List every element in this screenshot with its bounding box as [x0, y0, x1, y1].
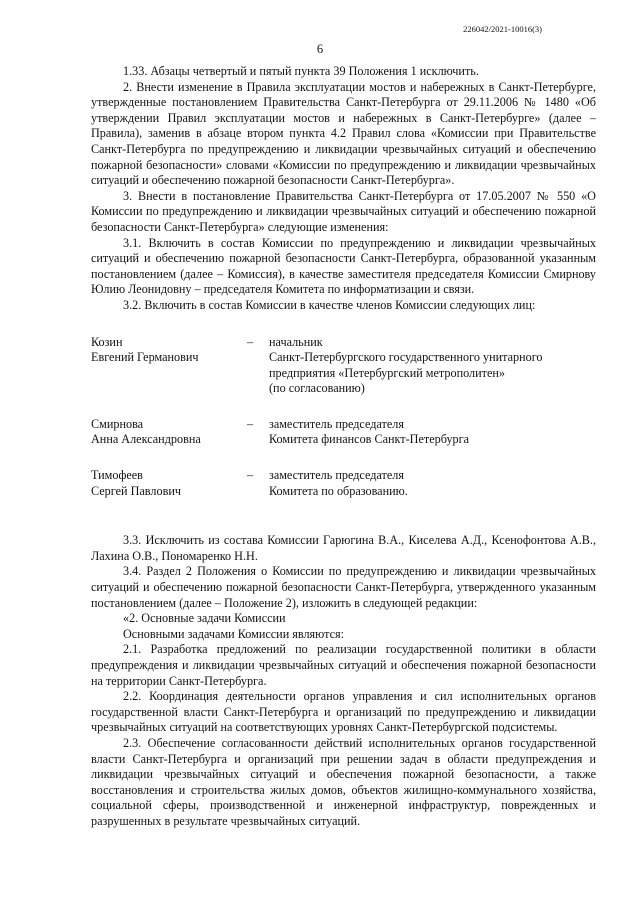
- paragraph-3-2: 3.2. Включить в состав Комиссии в качестве членов Комиссии следующих лиц:: [123, 297, 536, 312]
- member-surname: Тимофеев: [91, 468, 143, 483]
- member-name: [91, 468, 231, 499]
- paragraph-3-1: 3.1. Включить в состав Комиссии по предупреждению и ликвидации чрезвычайных ситуаций и обеспечению пожарной безопасности Санкт-Петербурга, образованной указанным постановлением (далее – Комиссия), в качестве заместителя председателя Комиссии Смирнову Юлию Леонидовну – председателя Комитета по информатизации и связи.: [91, 235, 596, 297]
- document-id: 226042/2021-10016(3): [463, 24, 542, 34]
- page-number: 6: [316, 42, 324, 56]
- member-role: заместитель председателя Комитета финансов Санкт-Петербурга: [269, 416, 470, 447]
- member-name: [91, 417, 231, 448]
- paragraph-2: 2. Внести изменение в Правила эксплуатации мостов и набережных в Санкт-Петербурге, утвержденные постановлением Правительства Санкт-Петербурга от 29.11.2006 № 1480 «Об утверждении Правил эксплуатации мостов и набережных в Санкт-Петербурге» (далее – Правила), заменив в абзаце втором пункта 4.2 Правил слова «Комиссии при Правительстве Санкт-Петербурга по предупреждению и ликвидации чрезвычайных ситуаций и обеспечению пожарной безопасности» словами «Комиссии по предупреждению и ликвидации чрезвычайных ситуаций и обеспечению пожарной безопасности Санкт-Петербурга».: [91, 79, 596, 188]
- member-entry: [91, 468, 596, 499]
- member-given-names: Анна Александровна: [91, 432, 201, 447]
- member-surname: Козин: [91, 334, 123, 349]
- member-surname: Смирнова: [91, 416, 144, 431]
- member-role: начальник Санкт-Петербургского государственного унитарного предприятия «Петербургский метрополитен» (по согласованию): [269, 334, 543, 396]
- member-dash: –: [246, 416, 254, 431]
- members-list: [91, 335, 596, 500]
- member-entry: [91, 417, 596, 448]
- paragraph-1-33: 1.33. Абзацы четвертый и пятый пункта 39 Положения 1 исключить.: [123, 64, 479, 78]
- paragraph-2-2: 2.2. Координация деятельности органов управления и сил исполнительных органов государственной власти Санкт-Петербурга и организаций по предупреждению и ликвидации чрезвычайных ситуаций на соответствующих уровнях Санкт-Петербургской подсистемы.: [91, 689, 596, 735]
- member-given-names: Сергей Павлович: [91, 483, 181, 498]
- paragraph-3-3: 3.3. Исключить из состава Комиссии Гарюгина В.А., Киселева А.Д., Ксенофонтова А.В., Лахина О.В., Пономаренко Н.Н.: [91, 533, 596, 563]
- member-entry: [91, 335, 596, 397]
- paragraph-2-1: 2.1. Разработка предложений по реализации государственной политики в области предупреждения и ликвидации чрезвычайных ситуаций и обеспечения пожарной безопасности на территории Санкт-Петербурга.: [91, 642, 596, 688]
- tasks-intro: Основными задачами Комиссии являются:: [123, 626, 344, 641]
- member-dash: –: [246, 334, 254, 349]
- member-role: заместитель председателя Комитета по образованию.: [269, 468, 408, 498]
- paragraph-3-4: 3.4. Раздел 2 Положения о Комиссии по предупреждению и ликвидации чрезвычайных ситуаций и обеспечению пожарной безопасности Санкт-Петербурга, утвержденного указанным постановлением (далее – Положение 2), изложить в следующей редакции:: [91, 564, 596, 610]
- member-given-names: Евгений Германович: [91, 350, 199, 365]
- member-name: [91, 335, 231, 397]
- section-heading: «2. Основные задачи Комиссии: [123, 611, 286, 626]
- member-dash: –: [246, 468, 254, 483]
- paragraph-2-3: 2.3. Обеспечение согласованности действий исполнительных органов государственной власти Санкт-Петербурга и организаций при решении задач в области предупреждения и ликвидации чрезвычайных ситуаций и обеспечения пожарной безопасности, а также восстановления и строительства жилых домов, объектов жилищно-коммунального хозяйства, социальной сферы, производственной и инженерной инфраструктур, поврежденных и разрушенных в результате чрезвычайных ситуаций.: [91, 735, 596, 828]
- document-body: [91, 64, 596, 830]
- paragraph-3: 3. Внести в постановление Правительства Санкт-Петербурга от 17.05.2007 № 550 «О Комиссии по предупреждению и ликвидации чрезвычайных ситуаций и обеспечению пожарной безопасности Санкт-Петербурга» следующие изменения:: [91, 188, 596, 234]
